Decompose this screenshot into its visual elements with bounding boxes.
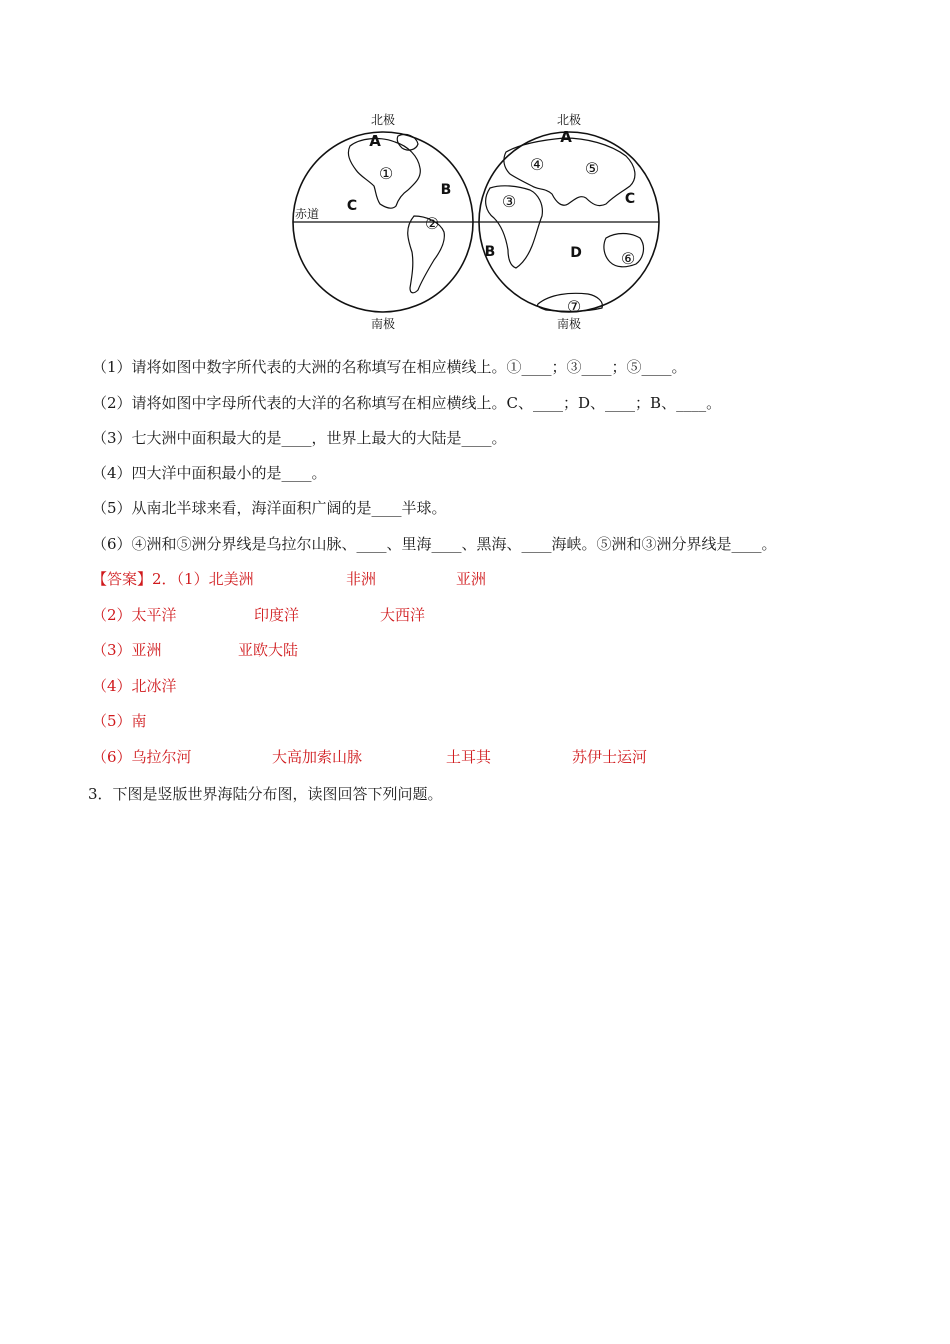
east-label-5: ⑤ (584, 159, 600, 178)
answer-1-africa: 非洲 (346, 570, 377, 588)
answer-row-4: （4）北冰洋 (92, 677, 177, 695)
answer-6-ural-river: （6）乌拉尔河 (92, 748, 192, 766)
answer-2-pacific: （2）太平洋 (92, 606, 177, 624)
answer-2-atlantic: 大西洋 (380, 606, 426, 624)
east-south-pole-label: 南极 (556, 317, 582, 331)
east-label-B: B (484, 244, 496, 260)
question-3: （3）七大洲中面积最大的是____，世界上最大的大陆是____。 (92, 429, 507, 447)
west-label-A: A (369, 132, 381, 150)
west-label-2: ② (424, 214, 440, 233)
question-3-intro: 3．下图是竖版世界海陆分布图，读图回答下列问题。 (88, 785, 443, 803)
question-5: （5）从南北半球来看，海洋面积广阔的是____半球。 (92, 499, 447, 517)
answer-prefix: 【答案】2．（1）北美洲 (92, 570, 254, 588)
east-label-D: D (570, 245, 582, 261)
question-2: （2）请将如图中字母所代表的大洋的名称填写在相应横线上。C、____；D、____；B、____。 (92, 394, 722, 412)
west-north-pole-label: 北极 (370, 113, 396, 127)
answer-row-2 (92, 605, 792, 625)
answer-row-1 (92, 569, 792, 589)
equator-label: 赤道 (295, 207, 320, 221)
answer-2-indian: 印度洋 (254, 606, 300, 624)
east-label-7: ⑦ (566, 297, 582, 316)
answer-row-3 (92, 640, 792, 660)
east-label-A: A (560, 128, 572, 146)
answer-row-5: （5）南 (92, 712, 147, 730)
east-label-4: ④ (529, 155, 545, 174)
answer-6-suez: 苏伊士运河 (572, 748, 648, 766)
east-label-3: ③ (501, 192, 517, 211)
west-label-B: B (440, 182, 452, 198)
question-6: （6）④洲和⑤洲分界线是乌拉尔山脉、____、里海____、黑海、____海峡。⑤洲和③洲分界线是____。 (92, 535, 777, 553)
answer-1-asia: 亚洲 (456, 570, 487, 588)
answer-row-6 (92, 747, 792, 767)
hemisphere-map-figure (280, 108, 672, 334)
east-north-pole-label: 北极 (556, 113, 582, 127)
east-label-C: C (624, 191, 636, 207)
answer-6-turkey: 土耳其 (446, 748, 492, 766)
answer-6-caucasus: 大高加索山脉 (272, 748, 363, 766)
answer-3-eurasia: 亚欧大陆 (238, 641, 299, 659)
answer-3-asia: （3）亚洲 (92, 641, 162, 659)
question-4: （4）四大洋中面积最小的是____。 (92, 464, 327, 482)
hemisphere-map-svg (280, 108, 672, 334)
west-label-1: ① (378, 164, 394, 183)
west-label-C: C (346, 198, 358, 214)
east-label-6: ⑥ (620, 249, 636, 268)
question-1: （1）请将如图中数字所代表的大洲的名称填写在相应横线上。①____；③____；⑤____。 (92, 358, 687, 376)
eurasia-outline (504, 138, 635, 206)
west-south-pole-label: 南极 (370, 317, 396, 331)
